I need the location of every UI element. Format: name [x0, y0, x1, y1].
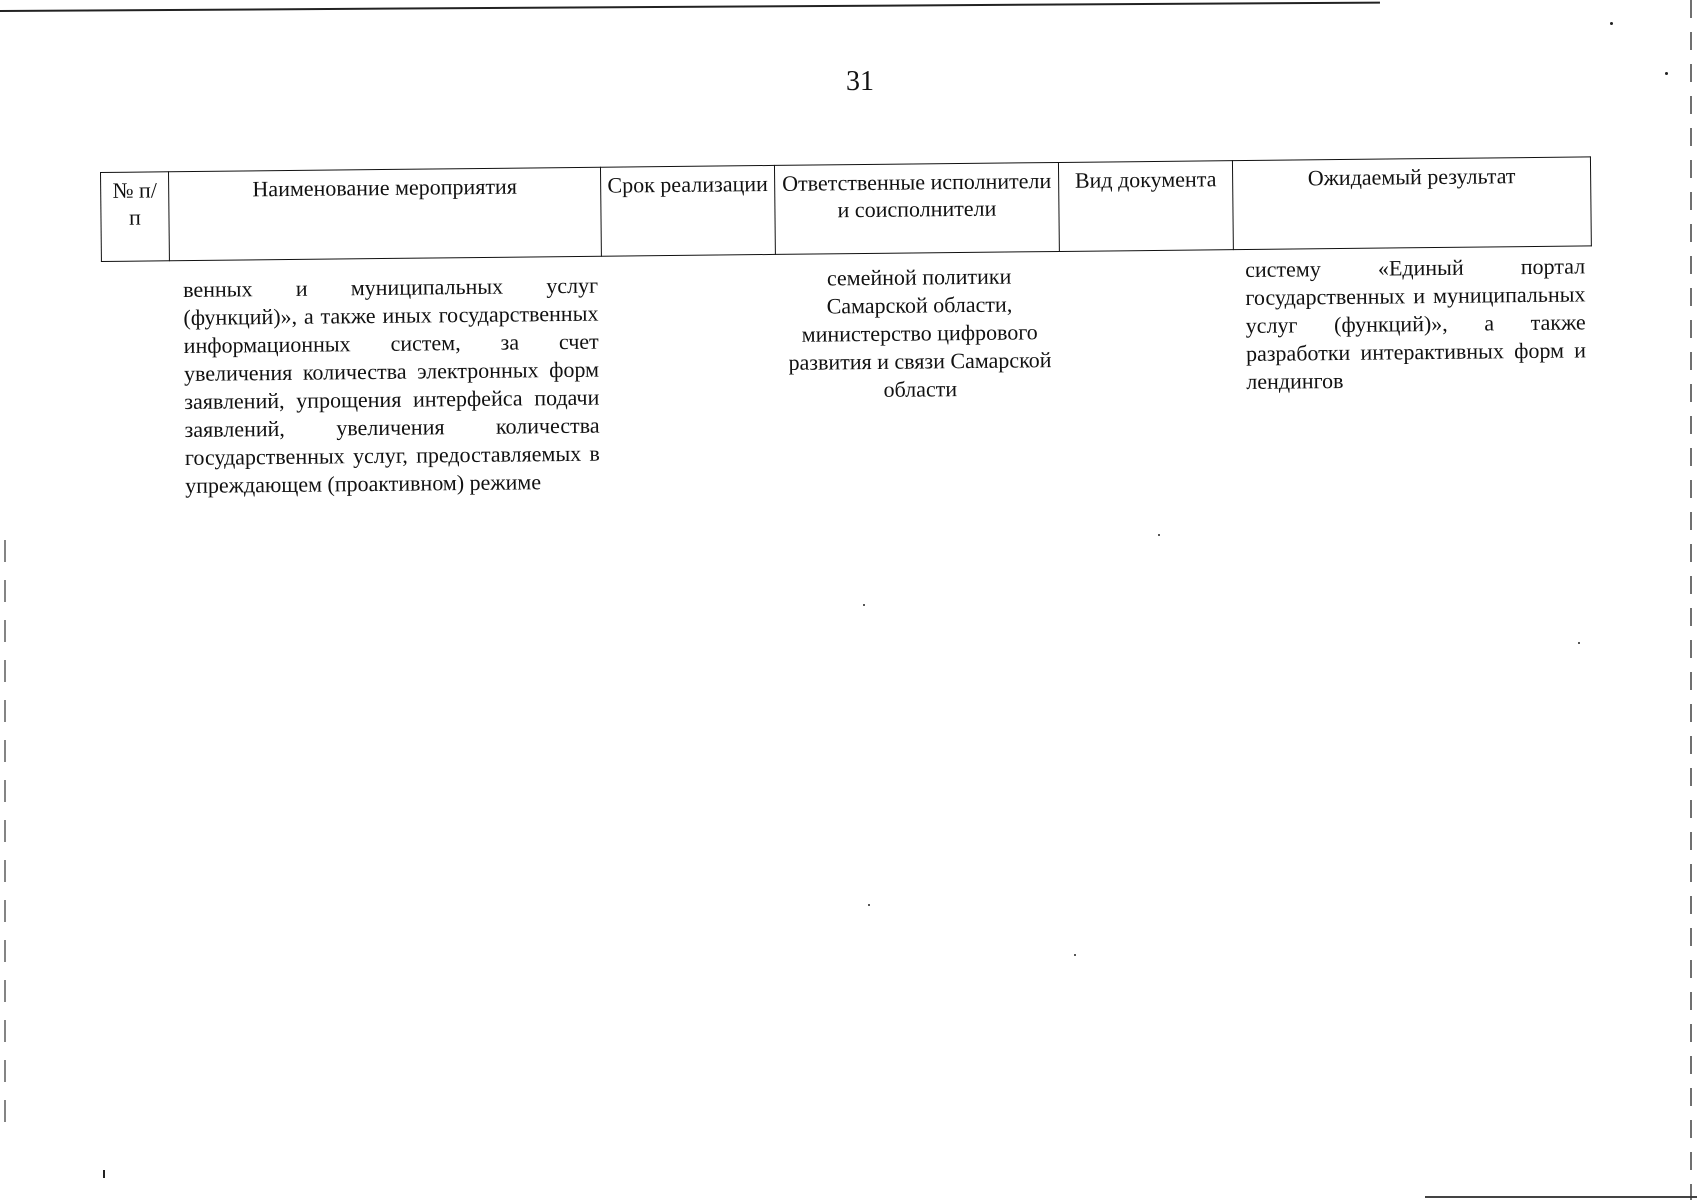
- header-term: Срок реализации: [600, 165, 775, 256]
- scan-speck: [1578, 642, 1580, 644]
- scan-speck: [103, 1170, 105, 1178]
- header-document: Вид документа: [1058, 161, 1233, 252]
- table-header: [100, 156, 1592, 262]
- header-name: Наименование мероприятия: [169, 167, 602, 261]
- scan-speck: [863, 604, 865, 606]
- header-num: № п/п: [101, 172, 170, 262]
- scan-speck: [1665, 72, 1668, 75]
- header-responsible: Ответственные исполнители и соисполнители: [774, 162, 1059, 254]
- scan-edge-left: [4, 540, 6, 1130]
- scan-speck: [1610, 22, 1613, 25]
- scan-border-top: [0, 2, 1380, 12]
- row-measure-name: венных и муниципальных услуг (функций)», а также иных государственных информационных систем, за счет увеличения количества электронных форм заявлений, упрощения интерфейса подачи заявлений, увеличения количества государственных услуг, предоставляемых в упреждающем (проактивном) режиме: [183, 272, 601, 498]
- scan-speck: [868, 904, 870, 906]
- row-expected-result: систему «Единый портал государственных и муниципальных услуг (функций)», а также разработки интерактивных форм и лендингов: [1245, 253, 1587, 394]
- scan-speck: [1074, 954, 1076, 956]
- scan-speck: [1158, 534, 1160, 536]
- header-row: [101, 157, 1592, 262]
- scan-border-bottom: [1425, 1196, 1697, 1198]
- row-responsible: семейной политики Самарской области, министерство цифрового развития и связи Самарской области: [788, 263, 1052, 402]
- measures-table: [100, 156, 1591, 262]
- scan-edge-right: [1690, 0, 1692, 1200]
- page-number: 31: [846, 66, 874, 97]
- header-result: Ожидаемый результат: [1232, 157, 1591, 250]
